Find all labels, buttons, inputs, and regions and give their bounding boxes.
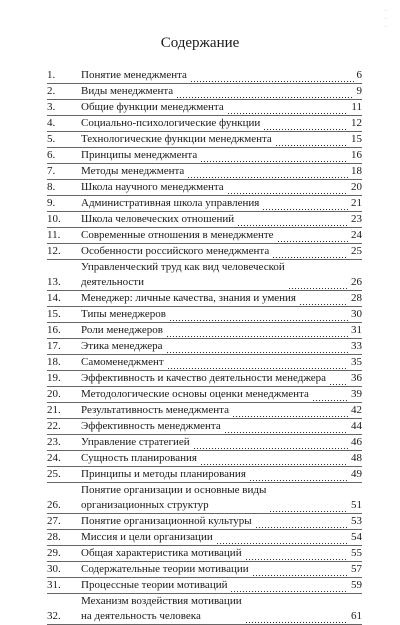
toc-entry-body [81, 578, 362, 593]
toc-entry-body [81, 68, 362, 83]
toc-entry-body [81, 180, 362, 195]
toc-entry-page: 23 [351, 213, 362, 225]
toc-entry-title: Эффективность и качество деятельности менеджера [81, 372, 327, 384]
dot-leader [169, 312, 348, 322]
toc-entry [47, 594, 362, 625]
toc-entry [47, 164, 362, 180]
toc-entry-number: 17. [47, 340, 61, 352]
toc-entry-number: 13. [47, 276, 61, 288]
toc-entry-title: Школа научного менеджмента [81, 181, 224, 193]
toc-entry [47, 148, 362, 164]
toc-entry-page: 59 [351, 579, 362, 591]
toc-entry-number: 7. [47, 165, 56, 177]
toc-entry-body [81, 483, 362, 513]
toc-entry-page: 18 [351, 165, 362, 177]
dot-leader [245, 551, 348, 561]
toc-entry-page: 48 [351, 452, 362, 464]
toc-entry-page: 24 [351, 229, 362, 241]
dot-leader [269, 503, 348, 513]
toc-entry-number: 30. [47, 563, 61, 575]
toc-entry-body [81, 244, 362, 259]
toc-entry-body [81, 435, 362, 450]
toc-entry [47, 228, 362, 244]
toc-entry-title: Методологические основы оценки менеджмента [81, 388, 309, 400]
toc-entry-page: 12 [351, 117, 362, 129]
dot-leader [249, 472, 348, 482]
table-of-contents [47, 68, 362, 625]
toc-entry-number: 14. [47, 292, 61, 304]
toc-entry-body [81, 387, 362, 402]
toc-entry-number: 21. [47, 404, 61, 416]
toc-entry-number: 32. [47, 610, 61, 622]
toc-entry-body [81, 562, 362, 577]
toc-entry [47, 546, 362, 562]
toc-entry-body [81, 116, 362, 131]
toc-entry [47, 84, 362, 100]
toc-entry [47, 244, 362, 260]
toc-entry-number: 6. [47, 149, 56, 161]
toc-entry-body [81, 84, 362, 99]
toc-entry-page: 16 [351, 149, 362, 161]
toc-entry [47, 562, 362, 578]
toc-entry-title: Типы менеджеров [81, 308, 166, 320]
toc-entry [47, 180, 362, 196]
bleed-through-text: ... ... ... [383, 7, 388, 29]
dot-leader [312, 392, 348, 402]
toc-entry-number: 12. [47, 245, 61, 257]
dot-leader [262, 201, 348, 211]
dot-leader [277, 233, 348, 243]
dot-leader [288, 280, 348, 290]
toc-entry-title: Общая характеристика мотиваций [81, 547, 242, 559]
toc-entry-page: 33 [351, 340, 362, 352]
toc-entry-title: Управление стратегией [81, 436, 190, 448]
toc-entry-page: 28 [351, 292, 362, 304]
toc-entry-title: Принципы и методы планирования [81, 468, 246, 480]
toc-entry-title: Процессные теории мотиваций [81, 579, 228, 591]
dot-leader [193, 440, 348, 450]
toc-entry [47, 323, 362, 339]
toc-entry [47, 339, 362, 355]
toc-entry-body [81, 546, 362, 561]
toc-entry-number: 26. [47, 499, 61, 511]
toc-entry-title: Этика менеджера [81, 340, 163, 352]
toc-entry-page: 54 [351, 531, 362, 543]
toc-entry [47, 355, 362, 371]
toc-entry-title: Методы менеджмента [81, 165, 185, 177]
toc-entry-body [81, 307, 362, 322]
toc-entry-number: 22. [47, 420, 61, 432]
toc-entry-title: Самоменеджмент [81, 356, 164, 368]
toc-entry [47, 212, 362, 228]
toc-entry-body [81, 212, 362, 227]
toc-entry-title: Виды менеджмента [81, 85, 174, 97]
toc-entry-number: 9. [47, 197, 56, 209]
dot-leader [200, 456, 348, 466]
toc-entry-body [81, 228, 362, 243]
toc-entry-number: 2. [47, 85, 56, 97]
dot-leader [245, 614, 348, 624]
toc-entry-body [81, 419, 362, 434]
toc-entry-body [81, 355, 362, 370]
dot-leader [176, 89, 353, 99]
toc-entry [47, 307, 362, 323]
toc-entry-title: Механизм воздействия мотивации на деятельность человека [81, 595, 242, 622]
dot-leader [329, 376, 348, 386]
dot-leader [232, 408, 348, 418]
toc-entry-page: 30 [351, 308, 362, 320]
toc-entry [47, 68, 362, 84]
toc-entry-body [81, 514, 362, 529]
toc-entry-number: 18. [47, 356, 61, 368]
toc-entry-body [81, 196, 362, 211]
toc-entry-page: 46 [351, 436, 362, 448]
dot-leader [166, 328, 348, 338]
dot-leader [299, 296, 348, 306]
toc-entry-page: 51 [351, 499, 362, 511]
toc-entry-body [81, 291, 362, 306]
toc-entry [47, 387, 362, 403]
toc-entry-number: 24. [47, 452, 61, 464]
toc-entry-body [81, 148, 362, 163]
toc-entry-title: Понятие организации и основные виды организационных структур [81, 484, 267, 511]
toc-entry [47, 435, 362, 451]
toc-entry-body [81, 530, 362, 545]
toc-entry [47, 196, 362, 212]
toc-entry-body [81, 371, 362, 386]
toc-entry-title: Современные отношения в менеджменте [81, 229, 274, 241]
dot-leader [187, 169, 348, 179]
toc-entry-body [81, 467, 362, 482]
toc-entry-page: 26 [351, 276, 362, 288]
dot-leader [227, 185, 348, 195]
toc-entry-body [81, 451, 362, 466]
toc-entry [47, 132, 362, 148]
toc-entry-page: 20 [351, 181, 362, 193]
toc-entry-page: 6 [356, 69, 362, 81]
toc-entry-page: 9 [356, 85, 362, 97]
toc-entry-body [81, 164, 362, 179]
toc-entry-number: 27. [47, 515, 61, 527]
toc-entry [47, 116, 362, 132]
dot-leader [200, 153, 348, 163]
toc-entry-number: 15. [47, 308, 61, 320]
toc-entry-title: Менеджер: личные качества, знания и умения [81, 292, 296, 304]
toc-entry-title: Социально-психологические функции [81, 117, 261, 129]
toc-entry [47, 451, 362, 467]
toc-entry [47, 291, 362, 307]
toc-entry-title: Понятие организационной культуры [81, 515, 252, 527]
dot-leader [275, 137, 348, 147]
toc-entry-page: 39 [351, 388, 362, 400]
toc-entry-number: 19. [47, 372, 61, 384]
toc-entry-title: Принципы менеджмента [81, 149, 198, 161]
dot-leader [224, 424, 348, 434]
toc-entry [47, 260, 362, 291]
toc-entry-number: 28. [47, 531, 61, 543]
toc-entry-title: Роли менеджеров [81, 324, 163, 336]
toc-entry-page: 21 [351, 197, 362, 209]
toc-entry-page: 55 [351, 547, 362, 559]
toc-entry-page: 61 [351, 610, 362, 622]
toc-entry [47, 403, 362, 419]
toc-entry-body [81, 100, 362, 115]
toc-entry [47, 371, 362, 387]
toc-entry-page: 44 [351, 420, 362, 432]
toc-entry-title: Эффективность менеджмента [81, 420, 221, 432]
toc-entry [47, 419, 362, 435]
toc-entry-body [81, 260, 362, 290]
toc-entry-title: Особенности российского менеджмента [81, 245, 270, 257]
toc-entry [47, 530, 362, 546]
toc-entry-page: 49 [351, 468, 362, 480]
dot-leader [227, 105, 349, 115]
toc-entry [47, 514, 362, 530]
dot-leader [272, 249, 348, 259]
toc-entry-number: 29. [47, 547, 61, 559]
toc-entry-body [81, 323, 362, 338]
toc-entry-title: Содержательные теории мотивации [81, 563, 249, 575]
toc-entry-number: 10. [47, 213, 61, 225]
dot-leader [167, 360, 348, 370]
toc-entry-title: Общие функции менеджмента [81, 101, 224, 113]
dot-leader [230, 583, 348, 593]
toc-entry-number: 20. [47, 388, 61, 400]
toc-entry-title: Результативность менеджмента [81, 404, 229, 416]
toc-entry-number: 25. [47, 468, 61, 480]
dot-leader [237, 217, 348, 227]
toc-entry-page: 31 [351, 324, 362, 336]
toc-entry-page: 42 [351, 404, 362, 416]
toc-entry [47, 483, 362, 514]
toc-entry-page: 11 [351, 101, 362, 113]
toc-entry-number: 11. [47, 229, 61, 241]
page-title: Содержание [160, 35, 240, 51]
dot-leader [255, 519, 348, 529]
toc-entry-page: 53 [351, 515, 362, 527]
dot-leader [216, 535, 348, 545]
toc-entry-number: 8. [47, 181, 56, 193]
toc-entry-body [81, 132, 362, 147]
toc-entry-body [81, 594, 362, 624]
toc-entry-number: 31. [47, 579, 61, 591]
dot-leader [252, 567, 348, 577]
toc-entry-body [81, 339, 362, 354]
toc-entry-page: 57 [351, 563, 362, 575]
dot-leader [166, 344, 348, 354]
toc-entry-page: 36 [351, 372, 362, 384]
toc-entry-body [81, 403, 362, 418]
toc-entry-number: 5. [47, 133, 56, 145]
toc-entry [47, 467, 362, 483]
toc-entry-page: 25 [351, 245, 362, 257]
toc-entry [47, 100, 362, 116]
dot-leader [190, 73, 354, 83]
toc-entry-title: Школа человеческих отношений [81, 213, 235, 225]
toc-entry-number: 1. [47, 69, 56, 81]
toc-entry-number: 16. [47, 324, 61, 336]
toc-entry-title: Технологические функции менеджмента [81, 133, 272, 145]
toc-entry-title: Сущность планирования [81, 452, 197, 464]
dot-leader [263, 121, 348, 131]
toc-entry-page: 15 [351, 133, 362, 145]
toc-entry-title: Понятие менеджмента [81, 69, 187, 81]
toc-entry-number: 4. [47, 117, 56, 129]
toc-entry-number: 23. [47, 436, 61, 448]
toc-entry-title: Административная школа управления [81, 197, 260, 209]
toc-entry-title: Миссия и цели организации [81, 531, 213, 543]
toc-entry [47, 578, 362, 594]
toc-entry-page: 35 [351, 356, 362, 368]
toc-entry-number: 3. [47, 101, 56, 113]
toc-entry-title: Управленческий труд как вид человеческой деятельности [81, 261, 285, 288]
